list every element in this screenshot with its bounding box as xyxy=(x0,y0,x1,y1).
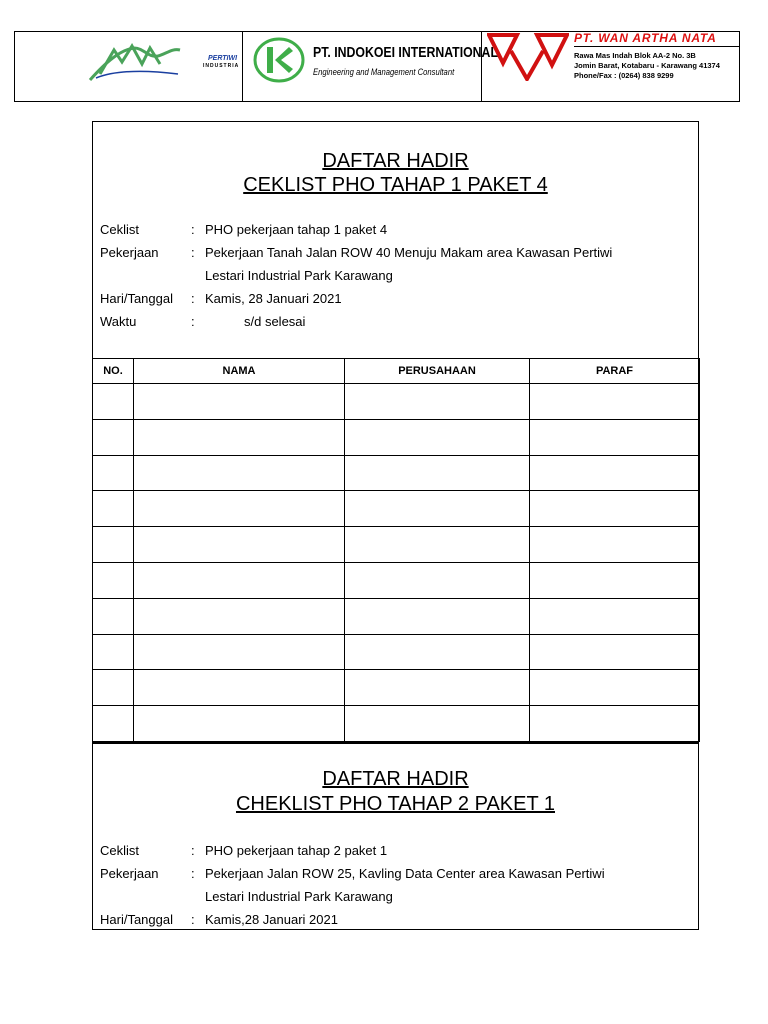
cell-no[interactable] xyxy=(93,491,134,527)
table-row xyxy=(93,384,700,420)
waktu-value: s/d selesai xyxy=(244,314,306,329)
cell-no[interactable] xyxy=(93,670,134,706)
ceklist-value: PHO pekerjaan tahap 2 paket 1 xyxy=(205,843,388,858)
letterhead-rule xyxy=(574,46,740,47)
table-row xyxy=(93,527,700,563)
section1-subtitle: CEKLIST PHO TAHAP 1 PAKET 4 xyxy=(243,174,548,196)
hari-tanggal-label: Hari/Tanggal xyxy=(100,912,173,927)
pertiwi-logo-sub: INDUSTRIA xyxy=(203,63,240,69)
cell-no[interactable] xyxy=(93,384,134,420)
wan-artha-nata-name: PT. WAN ARTHA NATA xyxy=(574,31,717,45)
cell-nama[interactable] xyxy=(134,455,345,491)
hari-tanggal-value: Kamis, 28 Januari 2021 xyxy=(205,291,342,306)
cell-perusahaan[interactable] xyxy=(345,706,530,742)
cell-perusahaan[interactable] xyxy=(345,419,530,455)
column-header-nama: NAMA xyxy=(134,359,345,384)
cell-perusahaan[interactable] xyxy=(345,562,530,598)
cell-nama[interactable] xyxy=(134,598,345,634)
wan-phone-line: Phone/Fax : (0264) 838 9299 xyxy=(574,71,674,80)
pekerjaan-value-line2: Lestari Industrial Park Karawang xyxy=(205,889,393,904)
section-separator xyxy=(92,742,699,744)
colon: : xyxy=(191,866,195,881)
table-row xyxy=(93,670,700,706)
column-header-no: NO. xyxy=(93,359,134,384)
colon: : xyxy=(191,843,195,858)
cell-perusahaan[interactable] xyxy=(345,384,530,420)
section2-subtitle: CHEKLIST PHO TAHAP 2 PAKET 1 xyxy=(235,793,555,815)
pekerjaan-value-line2: Lestari Industrial Park Karawang xyxy=(205,268,393,283)
indokoei-tagline: Engineering and Management Consultant xyxy=(313,67,455,77)
indokoei-logo-icon xyxy=(253,37,305,83)
pekerjaan-label: Pekerjaan xyxy=(100,866,159,881)
column-header-paraf: PARAF xyxy=(530,359,700,384)
table-row xyxy=(93,455,700,491)
colon: : xyxy=(191,912,195,927)
section1-title: DAFTAR HADIR xyxy=(322,150,469,172)
cell-paraf[interactable] xyxy=(530,491,700,527)
ceklist-label: Ceklist xyxy=(100,843,140,858)
ceklist-label: Ceklist xyxy=(100,222,140,237)
colon: : xyxy=(191,291,195,306)
pekerjaan-value: Pekerjaan Tanah Jalan ROW 40 Menuju Makam area Kawasan Pertiwi xyxy=(205,245,613,260)
colon: : xyxy=(191,222,195,237)
cell-nama[interactable] xyxy=(134,706,345,742)
section2-title: DAFTAR HADIR xyxy=(322,768,469,790)
letterhead-divider xyxy=(242,31,243,102)
cell-no[interactable] xyxy=(93,419,134,455)
pertiwi-logo-icon xyxy=(86,40,186,84)
pekerjaan-label: Pekerjaan xyxy=(100,245,159,260)
table-row xyxy=(93,491,700,527)
pertiwi-logo-text: PERTIWI xyxy=(208,55,238,62)
cell-paraf[interactable] xyxy=(530,419,700,455)
table-row xyxy=(93,706,700,742)
ceklist-value: PHO pekerjaan tahap 1 paket 4 xyxy=(205,222,388,237)
hari-tanggal-value: Kamis,28 Januari 2021 xyxy=(205,912,338,927)
cell-nama[interactable] xyxy=(134,670,345,706)
wan-address-line: Rawa Mas Indah Blok AA-2 No. 3B xyxy=(574,51,696,60)
wan-artha-nata-logo-icon xyxy=(487,33,569,81)
cell-nama[interactable] xyxy=(134,491,345,527)
table-row xyxy=(93,598,700,634)
cell-nama[interactable] xyxy=(134,562,345,598)
cell-perusahaan[interactable] xyxy=(345,670,530,706)
cell-no[interactable] xyxy=(93,455,134,491)
cell-no[interactable] xyxy=(93,527,134,563)
table-row xyxy=(93,562,700,598)
waktu-label: Waktu xyxy=(100,314,137,329)
pekerjaan-value: Pekerjaan Jalan ROW 25, Kavling Data Center area Kawasan Pertiwi xyxy=(205,866,605,881)
cell-perusahaan[interactable] xyxy=(345,491,530,527)
cell-paraf[interactable] xyxy=(530,455,700,491)
letterhead-divider xyxy=(481,31,482,102)
indokoei-company-name: PT. INDOKOEI INTERNATIONAL xyxy=(313,44,498,61)
cell-no[interactable] xyxy=(93,706,134,742)
table-row xyxy=(93,634,700,670)
cell-no[interactable] xyxy=(93,634,134,670)
cell-paraf[interactable] xyxy=(530,384,700,420)
colon: : xyxy=(191,245,195,260)
cell-no[interactable] xyxy=(93,562,134,598)
hari-tanggal-label: Hari/Tanggal xyxy=(100,291,173,306)
cell-nama[interactable] xyxy=(134,527,345,563)
cell-paraf[interactable] xyxy=(530,527,700,563)
cell-perusahaan[interactable] xyxy=(345,598,530,634)
cell-no[interactable] xyxy=(93,598,134,634)
cell-paraf[interactable] xyxy=(530,706,700,742)
cell-nama[interactable] xyxy=(134,384,345,420)
cell-paraf[interactable] xyxy=(530,634,700,670)
cell-paraf[interactable] xyxy=(530,562,700,598)
cell-perusahaan[interactable] xyxy=(345,634,530,670)
column-header-perusahaan: PERUSAHAAN xyxy=(345,359,530,384)
cell-perusahaan[interactable] xyxy=(345,527,530,563)
wan-address-line: Jomin Barat, Kotabaru - Karawang 41374 xyxy=(574,61,720,70)
table-row xyxy=(93,419,700,455)
cell-nama[interactable] xyxy=(134,419,345,455)
table-header-row xyxy=(93,359,700,384)
attendance-table xyxy=(92,358,700,742)
cell-nama[interactable] xyxy=(134,634,345,670)
cell-perusahaan[interactable] xyxy=(345,455,530,491)
cell-paraf[interactable] xyxy=(530,598,700,634)
colon: : xyxy=(191,314,195,329)
cell-paraf[interactable] xyxy=(530,670,700,706)
